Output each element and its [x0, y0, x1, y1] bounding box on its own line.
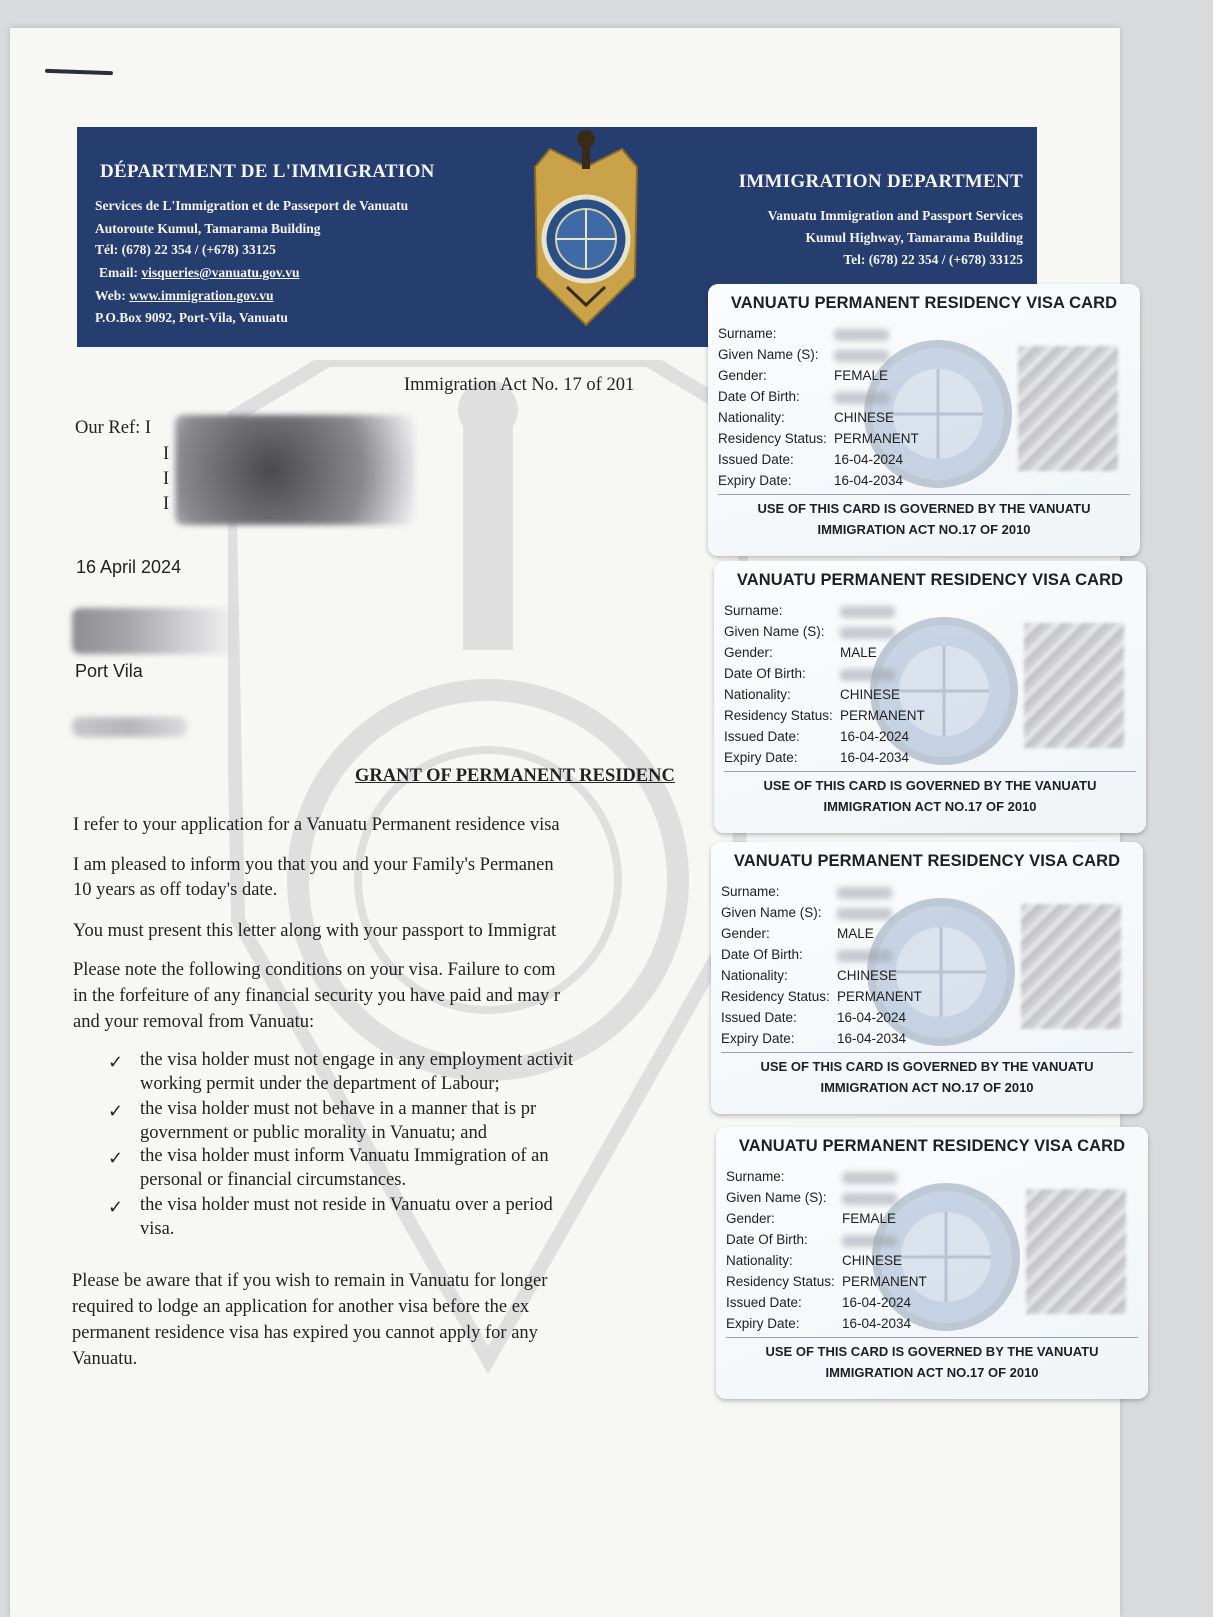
condition-line: the visa holder must not reside in Vanuatu over a period — [140, 1195, 553, 1215]
condition-line: visa. — [140, 1219, 175, 1239]
card-label-gender: Gender: — [724, 645, 773, 660]
letterhead-english-line: Tel: (678) 22 354 / (+678) 33125 — [843, 252, 1023, 267]
check-icon: ✓ — [108, 1197, 124, 1218]
card-label-expiry: Expiry Date: — [721, 1031, 795, 1046]
card-label-given: Given Name (S): — [718, 347, 819, 362]
card-value-expiry: 16-04-2034 — [840, 750, 910, 765]
condition-line: the visa holder must not engage in any employment activit — [140, 1050, 574, 1070]
card-value-expiry: 16-04-2034 — [837, 1031, 907, 1046]
visa-card — [708, 284, 1140, 556]
email-label: Email: — [99, 265, 138, 280]
card-redaction — [834, 329, 889, 341]
vanuatu-crest-icon — [527, 127, 645, 342]
visa-card — [711, 842, 1143, 1114]
card-label-issued: Issued Date: — [718, 452, 794, 467]
card-label-nationality: Nationality: — [724, 687, 791, 702]
card-label-gender: Gender: — [718, 368, 767, 383]
paragraph-line: permanent residence visa has expired you cannot apply for any — [72, 1323, 538, 1343]
letterhead-web — [95, 288, 274, 304]
card-footer-line: USE OF THIS CARD IS GOVERNED BY THE VANUATU — [765, 1344, 1099, 1359]
redaction — [72, 717, 187, 737]
check-icon: ✓ — [108, 1148, 124, 1169]
card-redaction — [840, 627, 895, 639]
paragraph-line: required to lodge an application for another visa before the ex — [72, 1297, 530, 1317]
ref-mark: I — [163, 469, 170, 489]
letterhead-english-title: IMMIGRATION DEPARTMENT — [738, 171, 1023, 192]
card-photo — [1018, 346, 1118, 471]
card-redaction — [840, 606, 895, 618]
card-divider — [724, 771, 1136, 772]
card-label-issued: Issued Date: — [724, 729, 800, 744]
card-label-status: Residency Status: — [726, 1274, 835, 1289]
our-ref: Our Ref: I — [75, 418, 152, 438]
card-redaction — [837, 887, 892, 899]
card-value-issued: 16-04-2024 — [837, 1010, 907, 1025]
paragraph-line: Please note the following conditions on your visa. Failure to com — [73, 960, 556, 980]
card-title: VANUATU PERMANENT RESIDENCY VISA CARD — [738, 1137, 1126, 1155]
card-divider — [726, 1337, 1138, 1338]
card-footer-line: IMMIGRATION ACT NO.17 OF 2010 — [825, 1365, 1039, 1380]
card-label-nationality: Nationality: — [718, 410, 785, 425]
redaction — [72, 608, 242, 654]
card-footer-line: IMMIGRATION ACT NO.17 OF 2010 — [820, 1080, 1034, 1095]
card-value-nationality: CHINESE — [837, 968, 898, 983]
paragraph-line: in the forfeiture of any financial security you have paid and may r — [73, 986, 560, 1006]
email-link[interactable]: visqueries@vanuatu.gov.vu — [141, 265, 300, 280]
card-value-gender: MALE — [840, 645, 877, 660]
card-redaction — [840, 669, 895, 681]
card-title: VANUATU PERMANENT RESIDENCY VISA CARD — [730, 294, 1118, 312]
letterhead-english-line: Vanuatu Immigration and Passport Services — [767, 208, 1023, 223]
card-value-gender: FEMALE — [834, 368, 889, 383]
card-redaction — [834, 392, 889, 404]
card-value-gender: FEMALE — [842, 1211, 897, 1226]
card-photo — [1021, 904, 1121, 1029]
letterhead-french-line: Services de L'Immigration et de Passeport de Vanuatu — [95, 198, 409, 213]
card-value-status: PERMANENT — [834, 431, 919, 446]
act-reference: Immigration Act No. 17 of 201 — [404, 375, 635, 395]
card-label-dob: Date Of Birth: — [721, 947, 803, 962]
card-label-surname: Surname: — [721, 884, 780, 899]
paragraph: You must present this letter along with your passport to Immigrat — [73, 921, 557, 941]
card-photo — [1026, 1189, 1126, 1314]
letterhead-french-line: Tél: (678) 22 354 / (+678) 33125 — [95, 242, 276, 257]
card-label-issued: Issued Date: — [726, 1295, 802, 1310]
card-value-status: PERMANENT — [837, 989, 922, 1004]
card-redaction — [842, 1193, 897, 1205]
paragraph-line: and your removal from Vanuatu: — [73, 1012, 315, 1032]
letterhead-french-line: Autoroute Kumul, Tamarama Building — [95, 221, 321, 236]
card-redaction — [837, 950, 892, 962]
letterhead-english-line: Kumul Highway, Tamarama Building — [805, 230, 1023, 245]
card-value-gender: MALE — [837, 926, 874, 941]
paragraph: I refer to your application for a Vanuatu Permanent residence visa — [73, 815, 560, 835]
card-value-status: PERMANENT — [840, 708, 925, 723]
card-label-surname: Surname: — [718, 326, 777, 341]
card-label-given: Given Name (S): — [726, 1190, 827, 1205]
check-icon: ✓ — [108, 1052, 124, 1073]
card-label-gender: Gender: — [726, 1211, 775, 1226]
card-label-dob: Date Of Birth: — [718, 389, 800, 404]
card-value-status: PERMANENT — [842, 1274, 927, 1289]
card-value-nationality: CHINESE — [840, 687, 901, 702]
condition-line: personal or financial circumstances. — [140, 1170, 407, 1190]
ref-mark: I — [163, 444, 170, 464]
card-value-nationality: CHINESE — [834, 410, 895, 425]
paragraph-line: 10 years as off today's date. — [73, 880, 278, 900]
card-label-given: Given Name (S): — [724, 624, 825, 639]
card-footer-line: USE OF THIS CARD IS GOVERNED BY THE VANUATU — [763, 778, 1097, 793]
check-icon: ✓ — [108, 1101, 124, 1122]
card-redaction — [834, 350, 889, 362]
web-link[interactable]: www.immigration.gov.vu — [129, 288, 274, 303]
card-label-status: Residency Status: — [724, 708, 833, 723]
card-value-issued: 16-04-2024 — [840, 729, 910, 744]
card-label-given: Given Name (S): — [721, 905, 822, 920]
redaction — [175, 415, 415, 525]
card-value-expiry: 16-04-2034 — [842, 1316, 912, 1331]
condition-line: the visa holder must inform Vanuatu Immigration of an — [140, 1146, 549, 1166]
card-label-expiry: Expiry Date: — [724, 750, 798, 765]
paragraph-line: I am pleased to inform you that you and your Family's Permanen — [73, 855, 554, 875]
visa-card — [714, 561, 1146, 833]
card-redaction — [837, 908, 892, 920]
card-label-expiry: Expiry Date: — [718, 473, 792, 488]
condition-line: the visa holder must not behave in a manner that is pr — [140, 1099, 537, 1119]
paragraph-line: Vanuatu. — [72, 1349, 138, 1369]
card-photo — [1024, 623, 1124, 748]
letterhead-email — [99, 265, 299, 281]
card-label-expiry: Expiry Date: — [726, 1316, 800, 1331]
card-title: VANUATU PERMANENT RESIDENCY VISA CARD — [736, 571, 1124, 589]
card-value-expiry: 16-04-2034 — [834, 473, 904, 488]
card-value-nationality: CHINESE — [842, 1253, 903, 1268]
card-divider — [718, 494, 1130, 495]
card-title: VANUATU PERMANENT RESIDENCY VISA CARD — [733, 852, 1121, 870]
web-label: Web: — [95, 288, 126, 303]
card-label-dob: Date Of Birth: — [724, 666, 806, 681]
card-label-nationality: Nationality: — [721, 968, 788, 983]
letter-city: Port Vila — [75, 661, 143, 681]
card-footer-line: USE OF THIS CARD IS GOVERNED BY THE VANUATU — [757, 501, 1091, 516]
letterhead-french-title: DÉPARTMENT DE L'IMMIGRATION — [100, 161, 435, 182]
card-label-surname: Surname: — [724, 603, 783, 618]
visa-card — [716, 1127, 1148, 1399]
letter-subject: GRANT OF PERMANENT RESIDENC — [355, 766, 675, 786]
card-label-nationality: Nationality: — [726, 1253, 793, 1268]
card-footer-line: IMMIGRATION ACT NO.17 OF 2010 — [823, 799, 1037, 814]
letter-date: 16 April 2024 — [76, 557, 182, 577]
card-footer-line: IMMIGRATION ACT NO.17 OF 2010 — [817, 522, 1031, 537]
card-divider — [721, 1052, 1133, 1053]
card-footer-line: USE OF THIS CARD IS GOVERNED BY THE VANUATU — [760, 1059, 1094, 1074]
condition-line: government or public morality in Vanuatu; and — [140, 1123, 487, 1143]
card-value-issued: 16-04-2024 — [834, 452, 904, 467]
card-label-status: Residency Status: — [721, 989, 830, 1004]
ref-mark: I — [163, 494, 170, 514]
card-redaction — [842, 1235, 897, 1247]
card-label-gender: Gender: — [721, 926, 770, 941]
card-label-issued: Issued Date: — [721, 1010, 797, 1025]
letterhead-pobox: P.O.Box 9092, Port-Vila, Vanuatu — [95, 310, 288, 325]
card-value-issued: 16-04-2024 — [842, 1295, 912, 1310]
card-label-surname: Surname: — [726, 1169, 785, 1184]
condition-line: working permit under the department of Labour; — [140, 1074, 500, 1094]
paragraph-line: Please be aware that if you wish to remain in Vanuatu for longer — [72, 1271, 548, 1291]
card-label-dob: Date Of Birth: — [726, 1232, 808, 1247]
card-redaction — [842, 1172, 897, 1184]
card-label-status: Residency Status: — [718, 431, 827, 446]
